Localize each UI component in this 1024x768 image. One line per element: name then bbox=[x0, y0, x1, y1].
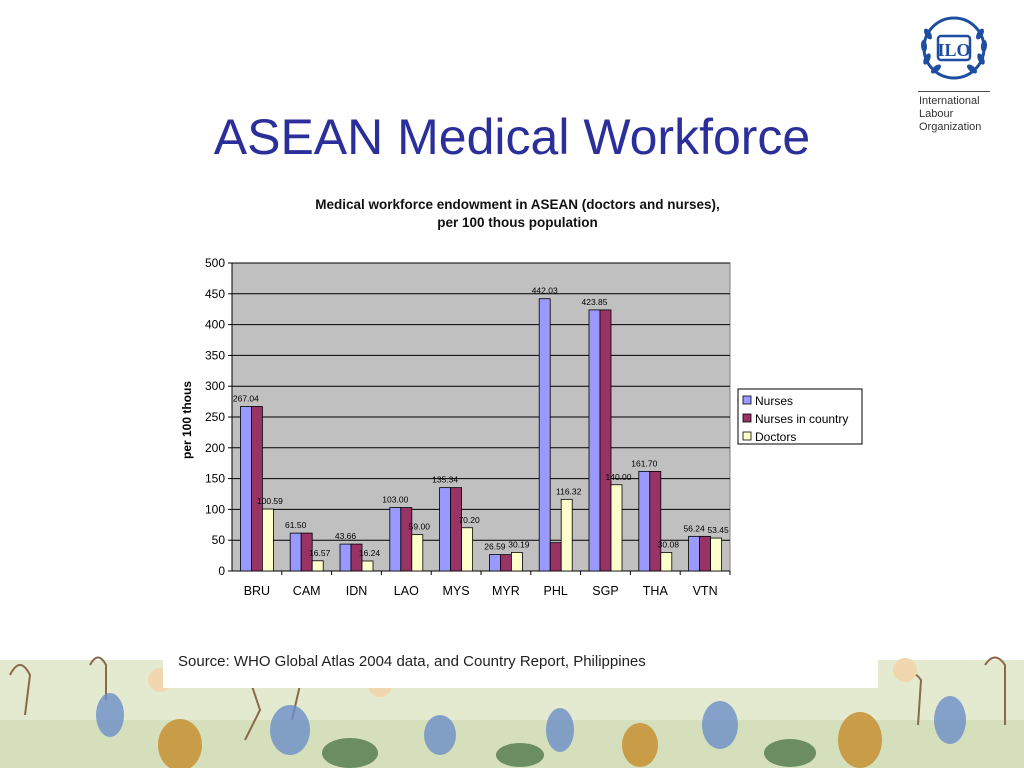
legend-label: Nurses bbox=[755, 394, 794, 408]
data-label: 140.00 bbox=[605, 471, 632, 482]
y-tick-label: 300 bbox=[204, 379, 225, 394]
x-tick-label: BRU bbox=[243, 584, 271, 598]
bar-nurses bbox=[290, 533, 301, 571]
x-tick-label: SGP bbox=[592, 584, 619, 598]
chart-subtitle: per 100 thous population bbox=[437, 215, 598, 230]
data-label: 43.66 bbox=[334, 531, 357, 542]
logo-line-1: International bbox=[919, 95, 980, 107]
bar-nurses bbox=[539, 299, 550, 571]
data-label: 16.57 bbox=[309, 547, 331, 558]
x-tick-label: VTN bbox=[692, 584, 718, 598]
logo-line-2: Labour bbox=[919, 108, 954, 120]
x-tick-label: PHL bbox=[543, 584, 568, 598]
legend-swatch bbox=[743, 396, 751, 404]
legend-swatch bbox=[743, 432, 751, 440]
y-tick-label: 250 bbox=[204, 410, 225, 424]
x-tick-label: IDN bbox=[345, 584, 368, 598]
data-label: 100.59 bbox=[256, 496, 283, 507]
bar-nurses bbox=[240, 407, 251, 571]
bar-nurses bbox=[390, 508, 401, 571]
bar-doctors bbox=[561, 499, 572, 571]
bar-doctors bbox=[262, 509, 273, 571]
y-tick-label: 150 bbox=[204, 471, 225, 486]
y-tick-label: 500 bbox=[204, 256, 225, 270]
data-label: 26.59 bbox=[484, 541, 506, 552]
bar-nurses bbox=[589, 310, 600, 571]
bar-doctors bbox=[412, 535, 423, 571]
bar-nurses bbox=[340, 544, 351, 571]
legend-label: Doctors bbox=[755, 430, 797, 444]
y-tick-label: 450 bbox=[204, 286, 225, 301]
bar-doctors bbox=[462, 528, 473, 571]
data-label: 16.24 bbox=[358, 547, 381, 558]
logo-text bbox=[919, 95, 1019, 134]
x-tick-label: MYR bbox=[492, 584, 520, 598]
data-label: 116.32 bbox=[556, 486, 582, 497]
y-tick-label: 0 bbox=[218, 564, 225, 578]
y-tick-label: 350 bbox=[204, 348, 225, 363]
chart-title-block bbox=[250, 196, 785, 232]
data-label: 423.85 bbox=[581, 296, 608, 307]
y-axis-label: per 100 thous bbox=[180, 380, 194, 460]
source-note: Source: WHO Global Atlas 2004 data, and Country Report, Philippines bbox=[178, 653, 646, 670]
data-label: 30.08 bbox=[657, 539, 679, 550]
bar-doctors bbox=[711, 538, 722, 571]
y-tick-label: 200 bbox=[204, 440, 225, 455]
ilo-emblem-icon bbox=[914, 12, 994, 92]
chart-title: Medical workforce endowment in ASEAN (doctors and nurses), bbox=[315, 197, 720, 212]
bar-nurses-in-country bbox=[700, 536, 711, 571]
data-label: 30.19 bbox=[508, 539, 530, 550]
bar-nurses bbox=[689, 536, 700, 571]
x-tick-label: MYS bbox=[442, 584, 470, 598]
logo-divider bbox=[918, 91, 990, 92]
bar-doctors bbox=[312, 561, 323, 571]
data-label: 442.03 bbox=[531, 285, 558, 296]
x-tick-label: THA bbox=[642, 584, 668, 598]
bar-nurses-in-country bbox=[500, 555, 511, 571]
legend-swatch bbox=[743, 414, 751, 422]
bar-nurses-in-country bbox=[451, 488, 462, 571]
slide-title: ASEAN Medical Workforce bbox=[213, 109, 811, 165]
logo-mark: ILO bbox=[937, 40, 971, 60]
x-tick-label: LAO bbox=[393, 584, 419, 598]
data-label: 135.34 bbox=[432, 474, 459, 485]
logo-line-3: Organization bbox=[919, 121, 982, 133]
data-label: 267.04 bbox=[232, 393, 259, 404]
bar-doctors bbox=[511, 552, 522, 571]
bar-doctors bbox=[661, 552, 672, 571]
bar-nurses-in-country bbox=[550, 543, 561, 571]
data-label: 59.00 bbox=[408, 521, 430, 532]
bar-nurses bbox=[639, 471, 650, 571]
data-label: 161.70 bbox=[631, 458, 658, 469]
x-tick-label: CAM bbox=[292, 584, 321, 598]
data-label: 70.20 bbox=[458, 514, 480, 525]
y-tick-label: 50 bbox=[211, 533, 225, 548]
bar-nurses bbox=[440, 488, 451, 571]
bar-doctors bbox=[362, 561, 373, 571]
bar-nurses-in-country bbox=[251, 407, 262, 571]
bar-nurses-in-country bbox=[650, 471, 661, 571]
data-label: 103.00 bbox=[382, 494, 409, 505]
y-tick-label: 100 bbox=[204, 502, 225, 517]
legend-label: Nurses in country bbox=[755, 412, 849, 426]
bar-nurses-in-country bbox=[401, 508, 412, 571]
data-label: 53.45 bbox=[707, 525, 729, 536]
y-tick-label: 400 bbox=[204, 317, 225, 332]
data-label: 56.24 bbox=[683, 523, 705, 534]
bar-chart bbox=[170, 250, 870, 610]
bar-nurses-in-country bbox=[600, 310, 611, 571]
bar-nurses bbox=[489, 555, 500, 571]
data-label: 61.50 bbox=[285, 520, 307, 531]
bar-doctors bbox=[611, 485, 622, 571]
